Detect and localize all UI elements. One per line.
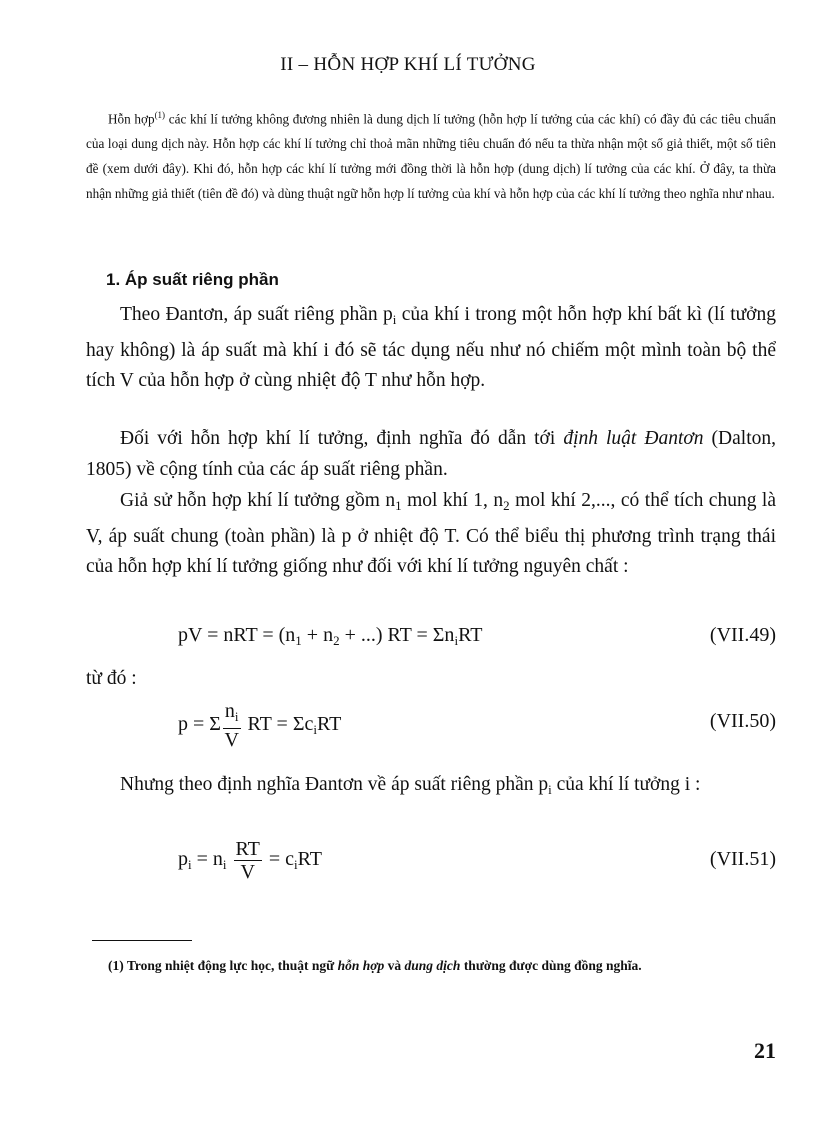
numerator: RT: [235, 838, 260, 860]
denominator: V: [224, 729, 239, 751]
text: (Dalton, 1805) về cộng tính của các áp suất riêng phần.: [86, 428, 776, 480]
subscript: 1: [295, 633, 302, 648]
intro-paragraph: [86, 103, 776, 206]
eq-text: RT: [297, 848, 323, 871]
text: Nhưng theo định nghĩa Đantơn về áp suất riêng phần p: [120, 774, 549, 795]
text: mol khí 2,..., có thể tích chung là V, áp suất chung (toàn phần) là p ở nhiệt độ T. Có thể biểu thị phương trình trạng thái của hỗn hợp khí lí tưởng giống như đối với khí lí tưởng nguyên chất :: [86, 490, 776, 577]
text: Giả sử hỗn hợp khí lí tưởng gồm n: [120, 490, 396, 511]
equation-vii-51: [0, 838, 816, 898]
eq-text: pV = nRT = (n: [178, 624, 296, 646]
from-that-label: từ đó :: [86, 668, 137, 689]
paragraph-dalton-definition: [86, 300, 776, 397]
eq-text: p = Σ: [178, 713, 221, 736]
intro-word: Hỗn hợp: [108, 111, 155, 127]
text: và: [384, 958, 405, 973]
equation-body: [178, 624, 482, 649]
subscript: i: [313, 722, 317, 738]
text: (1) Trong nhiệt động lực học, thuật ngữ: [108, 958, 338, 973]
page-number: 21: [754, 1038, 776, 1063]
paragraph-mixture-assumption: [86, 486, 776, 583]
intro-text: các khí lí tưởng không đương nhiên là dung dịch lí tưởng (hỗn hợp lí tưởng của các khí) có đầy đủ các tiêu chuẩn của loại dung dịch này. Hỗn hợp các khí lí tưởng chỉ thoả mãn những tiêu chuẩn đó nếu ta thừa nhận một số giả thiết, một số tiên đề (xem dưới đây). Khi đó, hỗn hợp các khí lí tưởng mới đồng thời là hỗn hợp (dung dịch) lí tưởng của các khí. Ở đây, ta thừa nhận những giả thiết (tiên đề đó) và dùng thuật ngữ hỗn hợp lí tưởng của khí và hỗn hợp của các khí lí tưởng theo nghĩa như nhau.: [86, 111, 777, 202]
subscript: i: [454, 633, 459, 648]
text: Đối với hỗn hợp khí lí tưởng, định nghĩa đó dẫn tới: [120, 428, 564, 449]
equation-body: [178, 700, 341, 751]
section-title: II – HỖN HỢP KHÍ LÍ TƯỞNG: [280, 54, 536, 75]
eq-text: = c: [263, 848, 295, 871]
subsection-title: 1. Áp suất riêng phần: [106, 270, 279, 289]
equation-number: (VII.49): [709, 624, 776, 646]
emphasis: định luật Đantơn: [563, 428, 704, 449]
text: của khí lí tưởng i :: [551, 774, 701, 795]
eq-text: RT = Σc: [242, 713, 314, 736]
eq-text: n: [224, 700, 235, 722]
eq-text: p: [178, 848, 188, 871]
subscript: i: [234, 709, 239, 724]
subscript: i: [294, 857, 298, 873]
equation-body: [178, 838, 322, 883]
subscript: i: [222, 857, 227, 873]
eq-text: + ...) RT = Σn: [339, 624, 455, 646]
subscript: 1: [395, 498, 402, 513]
subscript: i: [548, 782, 552, 797]
text: thường được dùng đồng nghĩa.: [460, 958, 642, 973]
emphasis: hỗn hợp: [337, 958, 385, 973]
text: mol khí 1, n: [401, 490, 504, 511]
equation-number: (VII.51): [709, 848, 776, 870]
eq-text: + n: [301, 624, 334, 646]
paragraph-dalton-law: [86, 424, 776, 485]
subscript: i: [392, 312, 397, 327]
subscript: 2: [333, 633, 340, 648]
paragraph-partial-pressure: [86, 770, 776, 806]
text: của khí i trong một hỗn hợp khí bất kì (lí tưởng hay không) là áp suất mà khí i đó sẽ tác dụng nếu như nó chiếm một mình toàn bộ thể tích V của hỗn hợp ở cùng nhiệt độ T như hỗn hợp.: [86, 304, 776, 391]
subscript: i: [188, 857, 192, 873]
numerator: [223, 700, 241, 729]
footnote-divider: [92, 940, 192, 941]
fraction: [223, 700, 241, 751]
text: Theo Đantơn, áp suất riêng phần p: [120, 304, 393, 325]
equation-number: (VII.50): [709, 710, 776, 732]
eq-text: RT: [316, 713, 342, 736]
eq-text: RT: [458, 624, 483, 646]
equation-vii-50: [0, 700, 816, 760]
emphasis: dung dịch: [404, 958, 461, 973]
subscript: 2: [503, 498, 510, 513]
footnote: [86, 954, 776, 977]
fraction: [234, 838, 262, 883]
eq-text: = n: [191, 848, 223, 871]
denominator: V: [240, 861, 255, 883]
footnote-ref: (1): [154, 110, 166, 120]
